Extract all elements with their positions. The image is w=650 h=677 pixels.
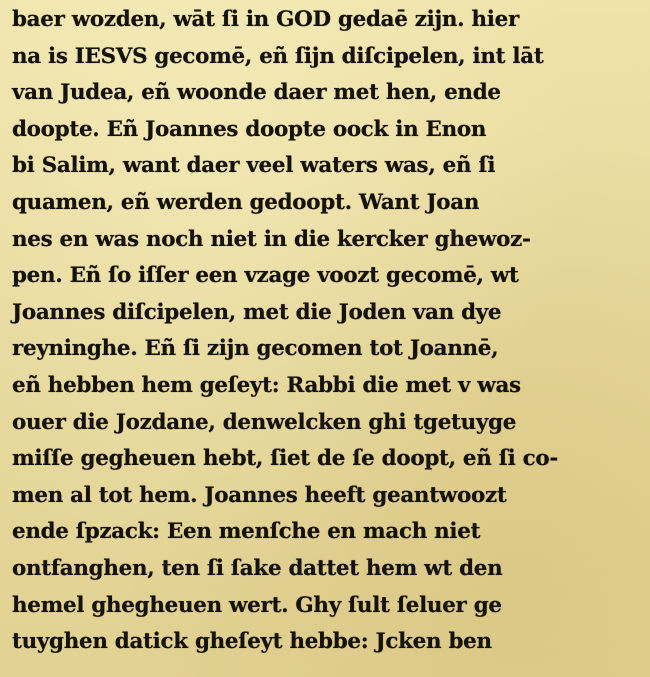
text-line-18: tuyghen datick gheſeyt hebbe: Jcken ben <box>12 629 492 655</box>
text-line-2: na is IESVS gecomē, eñ ſijn diſcipelen, int lāt <box>12 43 544 69</box>
text-line-1: baer wozden, wāt ſi in GOD gedaē zijn. hier <box>12 7 519 32</box>
text-line-3: van Judea, eñ woonde daer met hen, ende <box>12 80 501 106</box>
text-line-11: eñ hebben hem geſeyt: Rabbi die met v was <box>12 372 521 398</box>
text-line-7: nes en was noch niet in die kercker ghewoz- <box>12 226 531 252</box>
text-line-5: bi Salim, want daer veel waters was, eñ ſi <box>12 153 496 179</box>
text-line-15: ende ſpzack: Een menſche en mach niet <box>12 519 481 545</box>
text-line-13: miſſe gegheuen hebt, ſiet de ſe doopt, eñ ſi co- <box>12 446 558 472</box>
text-line-12: ouer die Jozdane, denwelcken ghi tgetuyge <box>12 409 517 435</box>
text-line-17: hemel ghegheuen wert. Ghy ſult ſeluer ge <box>12 592 502 618</box>
text-line-16: ontfanghen, ten ſi ſake dattet hem wt den <box>12 555 503 581</box>
text-line-14: men al tot hem. Joannes heeft geantwoozt <box>12 482 507 508</box>
blackletter-text-block <box>12 2 638 661</box>
text-line-9: Joannes diſcipelen, met die Joden van dye <box>12 299 502 325</box>
text-line-10: reyninghe. Eñ ſi zijn gecomen tot Joannē, <box>12 336 499 362</box>
text-line-8: pen. Eñ ſo iſſer een vzage voozt gecomē, wt <box>12 263 519 289</box>
text-line-6: quamen, eñ werden gedoopt. Want Joan <box>12 189 480 215</box>
text-line-4: doopte. Eñ Joannes doopte oock in Enon <box>12 116 487 142</box>
